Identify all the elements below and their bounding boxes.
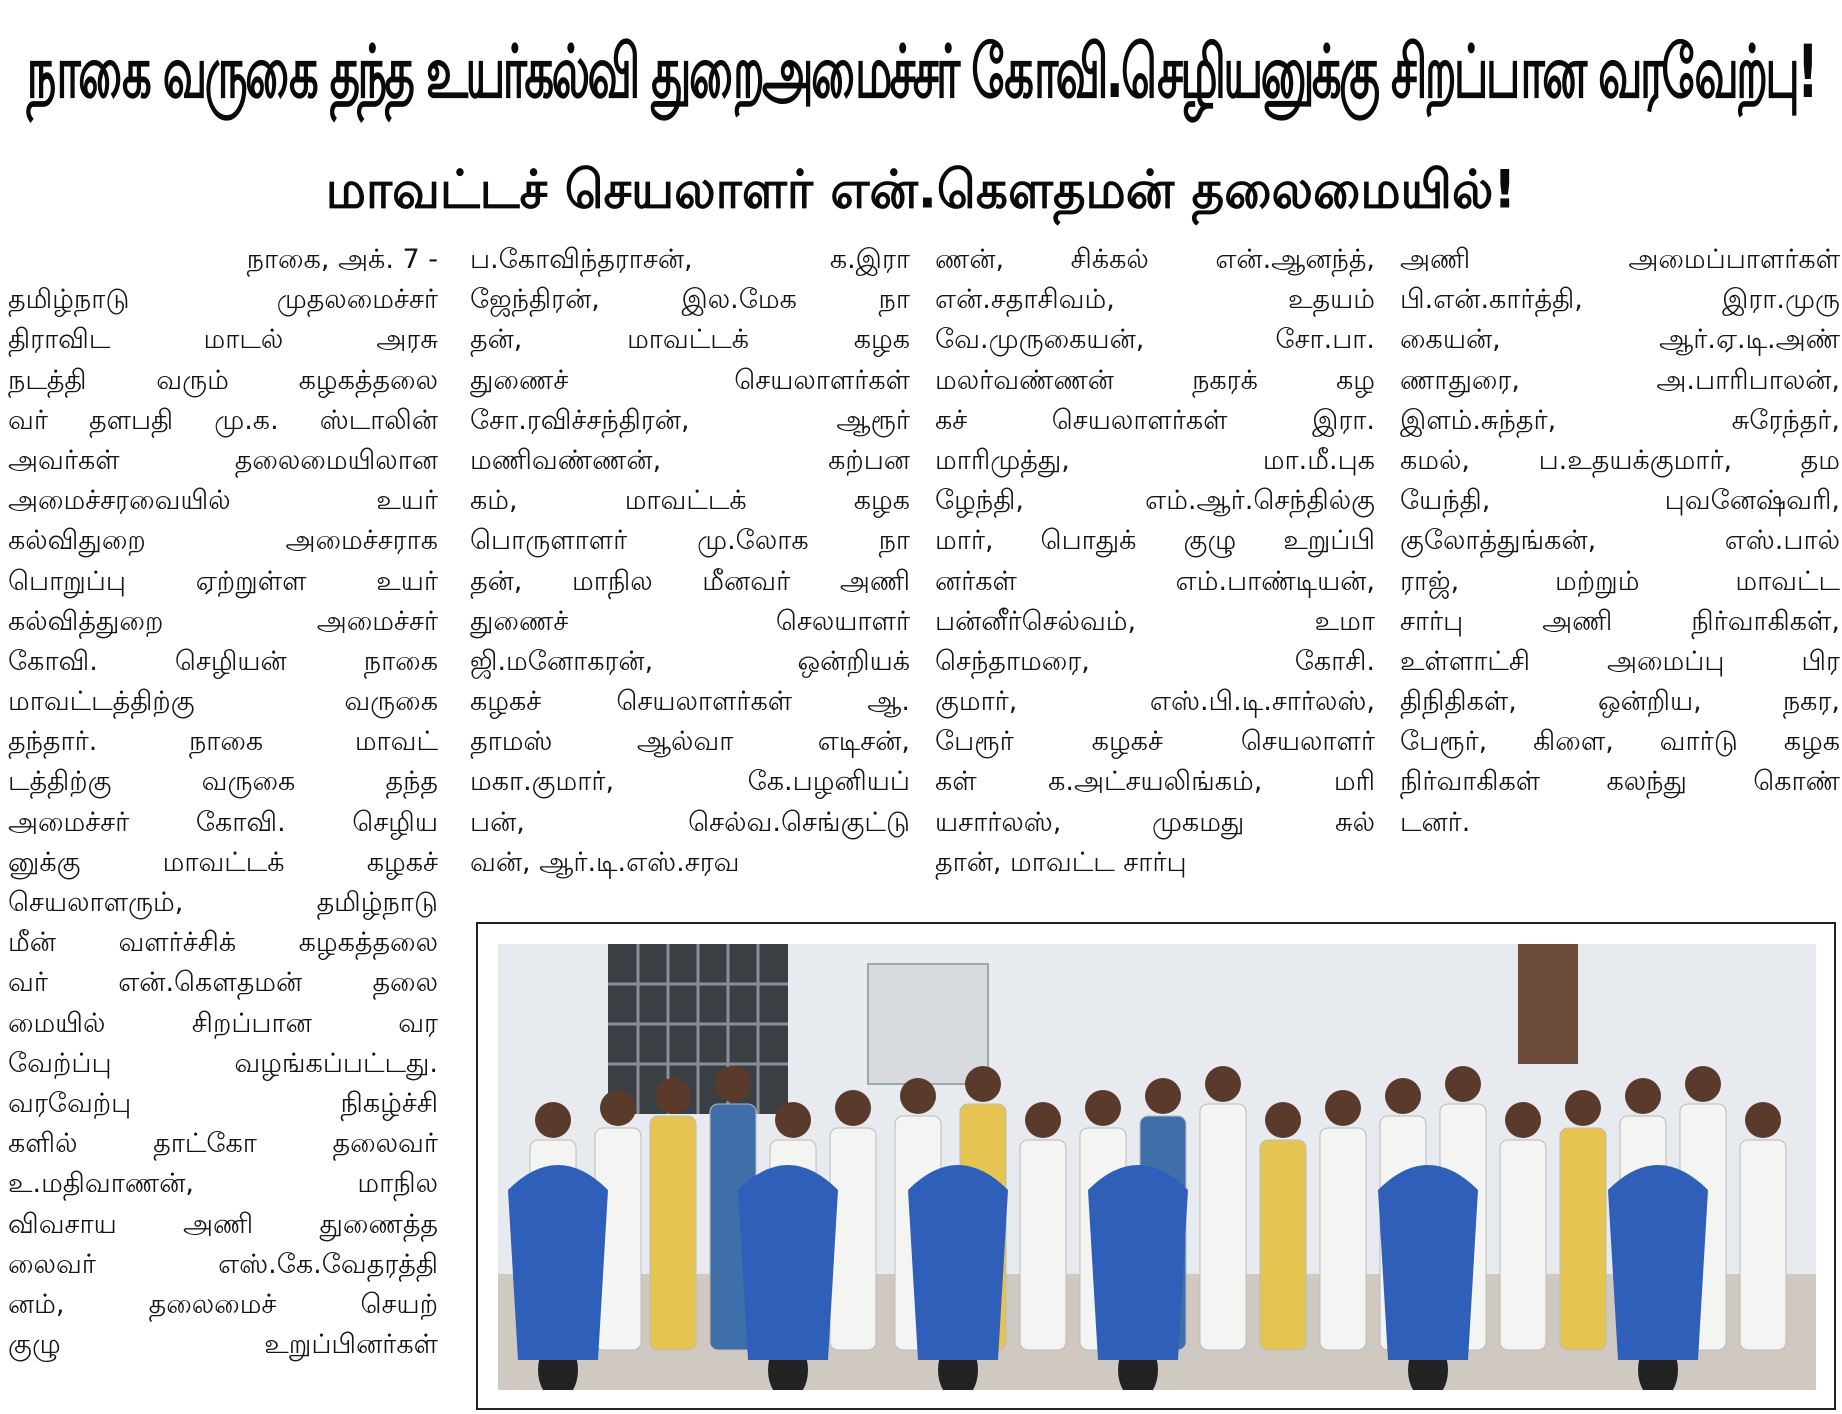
- article-line: தான், மாவட்ட சார்பு: [935, 846, 1187, 878]
- article-line: அணி அமைப்பாளர்கள்: [1400, 244, 1840, 275]
- headline-text: நாகை வருகை தந்த உயர்கல்வி துறைஅமைச்சர் கோவி.செழியனுக்கு சிறப்பான வரவேற்பு!: [26, 29, 1816, 115]
- article-line: ஜி.மனோகரன், ஒன்றியக்: [470, 645, 910, 677]
- headline: [0, 0, 1842, 155]
- article-line: பொறுப்பு ஏற்றுள்ள உயர்: [8, 565, 438, 597]
- article-line: மாரிமுத்து, மா.மீ.புக: [935, 444, 1375, 476]
- article-line: தந்தார். நாகை மாவட்: [8, 726, 438, 758]
- article-line: உள்ளாட்சி அமைப்பு பிர: [1400, 645, 1840, 677]
- article-line: மலர்வண்ணன் நகரக் கழ: [935, 364, 1375, 396]
- article-line: மகா.குமார், கே.பழனியப்: [470, 766, 910, 798]
- article-line: குமார், எஸ்.பி.டி.சார்லஸ்,: [935, 686, 1375, 718]
- article-line: யேந்தி, புவனேஷ்வரி,: [1400, 485, 1840, 517]
- article-line: அமைச்சரவையில் உயர்: [8, 485, 438, 517]
- article-line: உ.மதிவாணன், மாநில: [8, 1168, 438, 1200]
- article-line: திராவிட மாடல் அரசு: [8, 324, 438, 356]
- scooter: [1608, 1165, 1708, 1390]
- article-line: துணைச் செலயாளர்: [470, 605, 910, 637]
- article-line: ஜேந்திரன், இல.மேக நா: [470, 284, 910, 316]
- article-line: கள் க.அட்சயலிங்கம், மரி: [935, 766, 1375, 798]
- article-line: வர் தளபதி மு.க. ஸ்டாலின்: [8, 404, 438, 436]
- article-line: பேரூர் கழகச் செயலாளர்: [935, 726, 1375, 758]
- article-line: செந்தாமரை, கோசி.: [935, 645, 1375, 677]
- article-line: தன், மாவட்டக் கழக: [470, 324, 910, 356]
- article-line: கோவி. செழியன் நாகை: [8, 645, 438, 677]
- article-line: துணைச் செயலாளர்கள்: [470, 364, 910, 396]
- article-line: கல்விதுறை அமைச்சராக: [8, 525, 438, 557]
- article-line: ணாதுரை, அ.பாரிபாலன்,: [1400, 364, 1840, 396]
- article-line: சோ.ரவிச்சந்திரன், ஆரூர்: [470, 404, 910, 436]
- article-line: நிர்வாகிகள் கலந்து கொண்: [1400, 766, 1840, 798]
- article-line: யசார்லஸ், முகமது சுல்: [935, 806, 1375, 838]
- article-line: மணிவண்ணன், கற்பன: [470, 444, 910, 476]
- article-line: என்.சதாசிவம், உதயம்: [935, 284, 1375, 316]
- news-photo: [476, 922, 1836, 1410]
- scooter: [1088, 1165, 1188, 1390]
- article-line: ராஜ், மற்றும் மாவட்ட: [1400, 565, 1840, 597]
- article-line: இளம்.சுந்தர், சுரேந்தர்,: [1400, 404, 1840, 436]
- article-line: தன், மாநில மீனவர் அணி: [470, 565, 910, 597]
- article-line: ழேந்தி, எம்.ஆர்.செந்தில்கு: [935, 485, 1375, 517]
- article-line: ணன், சிக்கல் என்.ஆனந்த்,: [935, 244, 1375, 275]
- article-line: மீன் வளர்ச்சிக் கழகத்தலை: [8, 927, 438, 959]
- article-line: ப.கோவிந்தராசன், க.இரா: [470, 244, 910, 275]
- article-column-1: [8, 240, 438, 1365]
- article-line: தமிழ்நாடு முதலமைச்சர்: [8, 284, 438, 316]
- article-line: அவர்கள் தலைமையிலான: [8, 444, 438, 476]
- article-line: களில் தாட்கோ தலைவர்: [8, 1128, 438, 1160]
- person-figure: [830, 1090, 876, 1350]
- article-line: னர்கள் எம்.பாண்டியன்,: [935, 565, 1375, 597]
- article-line: பன், செல்வ.செங்குட்டு: [470, 806, 910, 838]
- article-line: நாகை, அக். 7 -: [246, 244, 438, 275]
- article-line: கமல், ப.உதயக்குமார், தம: [1400, 444, 1840, 476]
- article-line: மாவட்டத்திற்கு வருகை: [8, 686, 438, 718]
- article-line: விவசாய அணி துணைத்த: [8, 1208, 438, 1240]
- subheadline-text: மாவட்டச் செயலாளர் என்.கௌதமன் தலைமையில்!: [325, 158, 1517, 220]
- article-line: டனர்.: [1400, 806, 1471, 838]
- article-line: லைவர் எஸ்.கே.வேதரத்தி: [8, 1248, 438, 1280]
- article-line: நடத்தி வரும் கழகத்தலை: [8, 364, 438, 396]
- article-line: வர் என்.கௌதமன் தலை: [8, 967, 438, 999]
- article-line: பொருளாளர் மு.லோக நா: [470, 525, 910, 557]
- article-line: வே.முருகையன், சோ.பா.: [935, 324, 1375, 356]
- article-column-3: [935, 240, 1375, 883]
- person-figure: [650, 1078, 696, 1350]
- article-line: கையன், ஆர்.ஏ.டி.அண்: [1400, 324, 1840, 356]
- article-line: பி.என்.கார்த்தி, இரா.முரு: [1400, 284, 1840, 316]
- article-line: கம், மாவட்டக் கழக: [470, 485, 910, 517]
- article-line: கல்வித்துறை அமைச்சர்: [8, 605, 438, 637]
- article-line: பன்னீர்செல்வம், உமா: [935, 605, 1375, 637]
- article-line: வரவேற்பு நிகழ்ச்சி: [8, 1087, 438, 1119]
- article-line: சார்பு அணி நிர்வாகிகள்,: [1400, 605, 1840, 637]
- article-line: கச் செயலாளர்கள் இரா.: [935, 404, 1375, 436]
- scooter: [508, 1165, 608, 1390]
- person-figure: [1200, 1066, 1246, 1350]
- person-figure: [1320, 1090, 1366, 1350]
- article-line: வன், ஆர்.டி.எஸ்.சரவ: [470, 846, 740, 878]
- article-line: னுக்கு மாவட்டக் கழகச்: [8, 846, 438, 878]
- subheadline: [0, 158, 1842, 228]
- article-line: வேற்ப்பு வழங்கப்பட்டது.: [8, 1047, 438, 1079]
- article-line: குலோத்துங்கன், எஸ்.பால்: [1400, 525, 1840, 557]
- article-line: மையில் சிறப்பான வர: [8, 1007, 438, 1039]
- person-figure: [1560, 1090, 1606, 1350]
- article-column-4: [1400, 240, 1840, 843]
- scooter: [738, 1165, 838, 1390]
- article-line: தாமஸ் ஆல்வா எடிசன்,: [470, 726, 910, 758]
- article-line: திநிதிகள், ஒன்றிய, நகர,: [1400, 686, 1840, 718]
- article-line: டத்திற்கு வருகை தந்த: [8, 766, 438, 798]
- scooter: [1378, 1165, 1478, 1390]
- article-line: கழகச் செயலாளர்கள் ஆ.: [470, 686, 910, 718]
- article-line: அமைச்சர் கோவி. செழிய: [8, 806, 438, 838]
- article-line: னம், தலைமைச் செயற்: [8, 1288, 438, 1320]
- article-column-2: [470, 240, 910, 883]
- article-line: குழு உறுப்பினர்கள்: [8, 1329, 438, 1361]
- article-line: செயலாளரும், தமிழ்நாடு: [8, 887, 438, 918]
- scooter: [908, 1165, 1008, 1390]
- news-photo-image: [498, 944, 1816, 1390]
- article-line: பேரூர், கிளை, வார்டு கழக: [1400, 726, 1840, 758]
- article-line: மார், பொதுக் குழு உறுப்பி: [935, 525, 1375, 557]
